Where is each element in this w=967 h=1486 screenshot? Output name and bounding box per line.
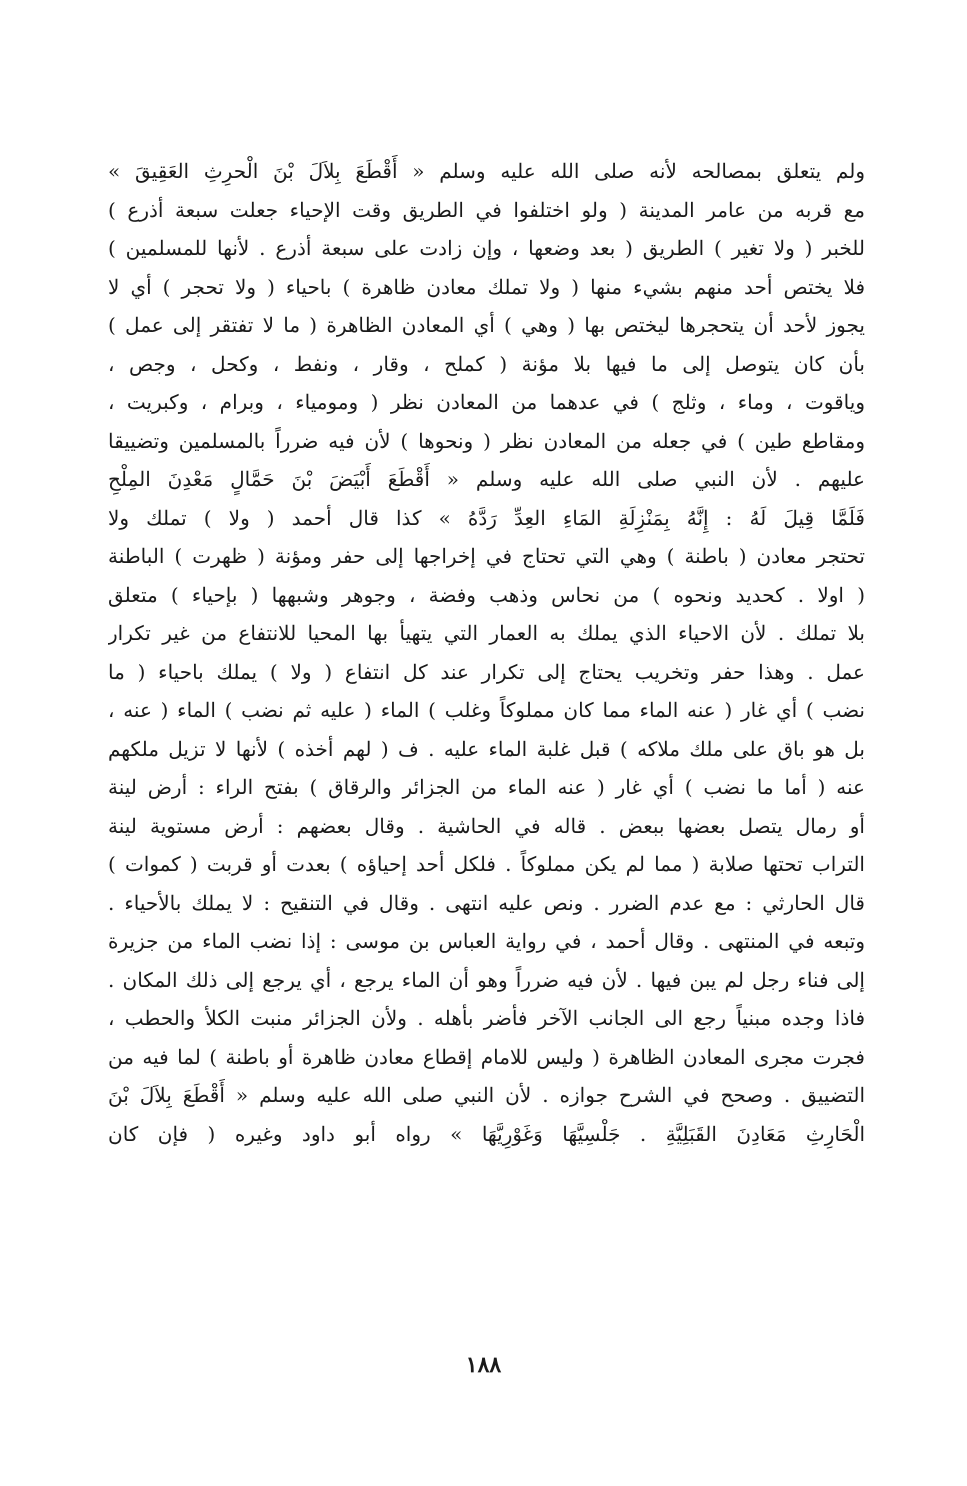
text-line-17: عنه ( أما ما نضب ) أي غار ( عنه الماء من الجزائر والرقاق ) بفتح الراء : أرض لينة	[108, 775, 865, 799]
text-line-16: بل هو باق على ملك ملاكه ) قبل غلبة الماء عليه . ف ( لهم أخذه ) لأنها لا تزيل ملكهم	[108, 736, 865, 761]
text-line-13: بلا تملك . لأن الاحياء الذي يملك به العمار التي يتهيأ بها المحيا للانتفاع من غير تكرار	[108, 621, 865, 645]
text-line-21: وتبعه في المنتهى . وقال أحمد ، في رواية العباس بن موسى : إذا نضب الماء من جزيرة	[108, 929, 865, 953]
text-line-1: ولم يتعلق بمصالحه لأنه صلى الله عليه وسلم « أَقْطَعَ بِلاَلَ بْنَ الْحرِثِ العَقِيقَ »	[108, 159, 865, 183]
text-line-24: فجرت مجرى المعادن الظاهرة ( وليس للامام إقطاع معادن ظاهرة أو باطنة ) لما فيه من	[108, 1044, 865, 1069]
text-line-6: بأن كان يتوصل إلى ما فيها بلا مؤنة ( كملح ، وقار ، ونفط ، وكحل ، وجص ،	[108, 351, 865, 376]
text-line-10: فَلَمَّا قِيلَ لَهُ : إِنَّهُ بِمَنْزِلَةِ المَاءِ العِدِّ رَدَّهُ » كذا قال أحمد ( ولا ) تملك ولا	[108, 505, 865, 530]
text-line-14: عمل . وهذا حفر وتخريب يحتاج إلى تكرار عند كل انتفاع ( ولا ) يملك باحياء ( ما	[108, 659, 865, 684]
text-line-12: ( اولا . كحديد ونحوه ) من نحاس وذهب وفضة ، وجوهر وشبهها ( بإحياء ) متعلق	[108, 582, 865, 607]
text-line-20: قال الحارثي : مع عدم الضرر . ونص عليه انتهى . وقال في التنقيح : لا يملك بالأحياء .	[108, 890, 865, 915]
text-line-9: عليهم . لأن النبي صلى الله عليه وسلم « أَقْطَعَ أَبْيَضَ بْنَ حَمَّالٍ مَعْدِنَ المِلْحِ	[108, 467, 865, 491]
text-line-4: فلا يختص أحد منهم بشيء منها ( ولا تملك معادن ظاهرة ) باحياء ( ولا تحجر ) أي لا	[108, 274, 865, 299]
text-line-26: الْحَارِثِ مَعَادِنَ القَبَلِيَّةِ . جَلْسِيَّهَا وَغَوْرِيَّهَا » رواه أبو داود وغيره ( فإن كان	[108, 1121, 865, 1146]
text-line-5: يجوز لأحد أن يتحجرها ليختص بها ( وهي ) أي المعادن الظاهرة ( ما لا تفتقر إلى عمل )	[108, 313, 865, 337]
text-line-25: التضييق . وصحح في الشرح جوازه . لأن النبي صلى الله عليه وسلم « أَقْطَعَ بِلاَلَ بْنَ	[108, 1083, 865, 1107]
text-line-22: إلى فناء رجل لم يبن فيها . لأن فيه ضرراً وهو أن الماء يرجع ، أي يرجع إلى ذلك المكان .	[108, 967, 865, 992]
text-line-2: مع قربه من عامر المدينة ( ولو اختلفوا في الطريق وقت الإحياء جعلت سبعة أذرع )	[108, 197, 865, 222]
text-line-15: نضب ) أي غار ( عنه الماء مما كان مملوكاً وغلب ) الماء ( عليه ثم نضب ) الماء ( عنه ،	[108, 698, 865, 722]
text-line-18: أو رمال يتصل بعضها ببعض . قاله في الحاشية . وقال بعضهم : أرض مستوية لينة	[108, 813, 865, 838]
text-line-3: للخبر ( ولا تغير ) الطريق ( بعد وضعها ، وإن زادت على سبعة أذرع . لأنها للمسلمين )	[108, 236, 865, 260]
text-line-11: تحتجر معادن ( باطنة ) وهي التي تحتاج في إخراجها إلى حفر ومؤنة ( ظهرت ) الباطنة	[108, 544, 865, 568]
text-line-7: وياقوت ، وماء ، وثلج ) في عدهما من المعادن نظر ( ومومياء ، وبرام ، وكبريت ،	[108, 390, 865, 414]
text-line-23: فاذا وجده مبنياً رجع الى الجانب الآخر فأضر بأهله . ولأن الجزائر منبت الكلأ والحطب ،	[108, 1006, 865, 1030]
text-line-8: ومقاطع طين ) في جعله من المعادن نظر ( ونحوها ) لأن فيه ضرراً بالمسلمين وتضييقا	[108, 428, 865, 453]
page-number: ١٨٨	[465, 1352, 502, 1378]
text-line-19: التراب تحتها صلابة ( مما لم يكن مملوكاً . فلكل أحد إحياؤه ) بعدت أو قربت ( كموات )	[108, 852, 865, 876]
body-text	[108, 152, 865, 1153]
